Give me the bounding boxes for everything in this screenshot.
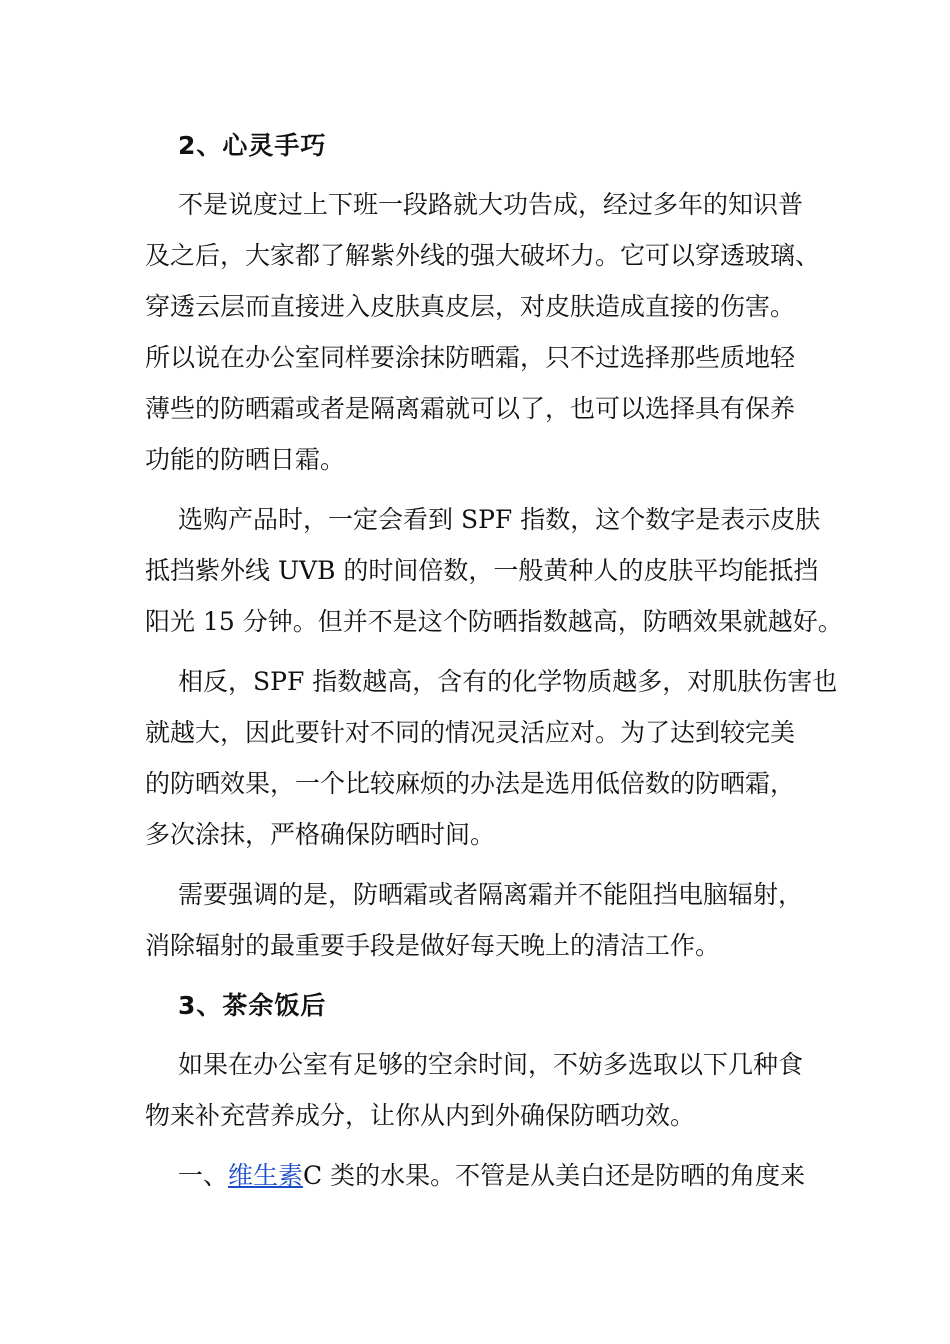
paragraph-line: 需要强调的是，防晒霜或者隔离霜并不能阻挡电脑辐射，	[178, 880, 804, 909]
paragraph-radiation	[145, 869, 835, 971]
paragraph-line: 不是说度过上下班一段路就大功告成，经过多年的知识普	[178, 190, 804, 219]
vitamin-link[interactable]: 维生素	[228, 1161, 304, 1190]
paragraph-line: 物来补充营养成分，让你从内到外确保防晒功效。	[145, 1101, 696, 1130]
paragraph-line: 穿透云层而直接进入皮肤真皮层，对皮肤造成直接的伤害。	[145, 292, 796, 321]
paragraph-line: 如果在办公室有足够的空余时间，不妨多选取以下几种食	[178, 1050, 804, 1079]
paragraph-food-intro	[145, 1039, 835, 1141]
document-page	[145, 120, 843, 1210]
paragraph-line: 抵挡紫外线 UVB 的时间倍数，一般黄种人的皮肤平均能抵挡	[145, 556, 819, 585]
section-heading-2: 2、心灵手巧	[178, 131, 327, 160]
list-prefix: 一、	[178, 1161, 229, 1190]
paragraph-text: C 类的水果。不管是从美白还是防晒的角度来	[303, 1161, 806, 1190]
paragraph-line: 及之后，大家都了解紫外线的强大破坏力。它可以穿透玻璃、	[145, 241, 821, 270]
paragraph-line: 薄些的防晒霜或者是隔离霜就可以了，也可以选择具有保养	[145, 394, 796, 423]
paragraph-spf-higher	[145, 656, 838, 860]
paragraph-line: 功能的防晒日霜。	[145, 445, 346, 474]
paragraph-line: 消除辐射的最重要手段是做好每天晚上的清洁工作。	[145, 931, 721, 960]
paragraph-line: 所以说在办公室同样要涂抹防晒霜，只不过选择那些质地轻	[145, 343, 796, 372]
paragraph-spf-index	[145, 494, 843, 647]
paragraph-vitamin-c	[145, 1150, 835, 1201]
paragraph-uv-damage	[145, 179, 835, 485]
paragraph-line: 选购产品时，一定会看到 SPF 指数，这个数字是表示皮肤	[178, 505, 821, 534]
paragraph-line: 多次涂抹，严格确保防晒时间。	[145, 820, 496, 849]
paragraph-line: 的防晒效果，一个比较麻烦的办法是选用低倍数的防晒霜，	[145, 769, 796, 798]
section-heading-3: 3、茶余饭后	[178, 991, 327, 1020]
paragraph-line: 相反，SPF 指数越高，含有的化学物质越多，对肌肤伤害也	[178, 667, 838, 696]
paragraph-line: 阳光 15 分钟。但并不是这个防晒指数越高，防晒效果就越好。	[145, 607, 843, 636]
paragraph-line: 就越大，因此要针对不同的情况灵活应对。为了达到较完美	[145, 718, 796, 747]
paragraph-line	[145, 1150, 835, 1201]
